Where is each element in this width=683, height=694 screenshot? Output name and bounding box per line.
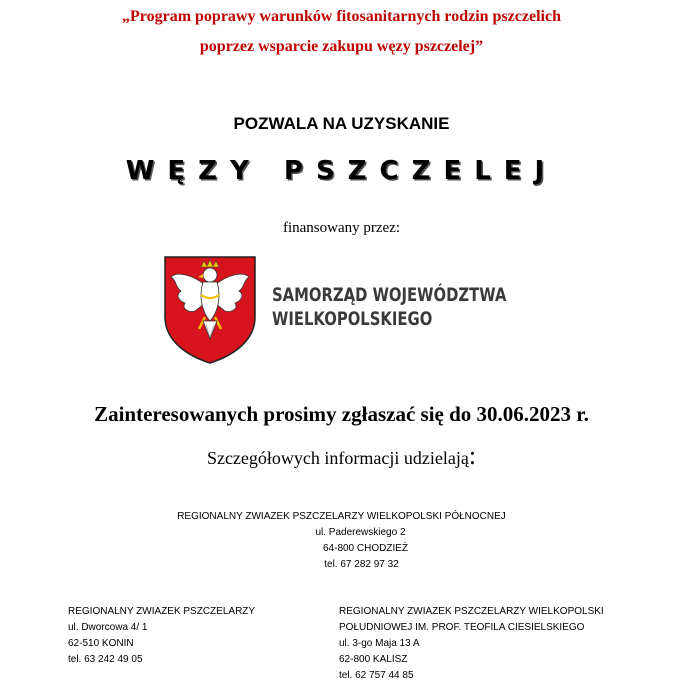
contact-north-city: 64-800 CHODZIEŻ [322,543,409,554]
headline: POZWALA NA UZYSKANIE [233,114,450,133]
funder-name [272,283,506,331]
financed-by-label: finansowany przez: [282,220,401,236]
funder-name-line2: WIELKOPOLSKIEGO [272,308,433,330]
info-colon: : [468,441,477,470]
program-title-line2: poprzez wsparcie zakupu węzy pszczelej” [199,38,484,55]
wielkopolska-eagle-crest-icon [163,255,257,365]
contact-north-street: ul. Paderewskiego 2 [315,527,406,538]
contact-north-phone: tel. 67 282 97 32 [324,559,399,570]
contact-kalisz-phone: tel. 62 757 44 85 [339,670,414,681]
contact-konin-city: 62-510 KONIN [68,638,134,649]
product-title: WĘZY PSZCZELEJ [125,156,558,186]
contact-kalisz [339,604,604,684]
info-text: Szczegółowych informacji udzielają [206,448,469,468]
contact-konin-street: ul. Dworcowa 4/ 1 [68,622,148,633]
contact-north [0,509,683,573]
program-title-line1: „Program poprawy warunków fitosanitarnych rodzin pszczelich [122,8,561,25]
contact-kalisz-name2: POŁUDNIOWEJ IM. PROF. TEOFILA CIESIELSKIEGO [339,622,585,633]
contact-north-name: REGIONALNY ZWIAZEK PSZCZELARZY WIELKOPOLSKI PÓŁNOCNEJ [177,511,506,522]
contact-kalisz-city: 62-800 KALISZ [339,654,408,665]
funder-name-line1: SAMORZĄD WOJEWÓDZTWA [272,284,507,306]
info-line [0,441,683,471]
contact-kalisz-name1: REGIONALNY ZWIAZEK PSZCZELARZY WIELKOPOLSKI [339,606,604,617]
contact-kalisz-street: ul. 3-go Maja 13 A [339,638,420,649]
contact-konin [68,604,255,668]
contact-konin-phone: tel. 63 242 49 05 [68,654,143,665]
contact-konin-name: REGIONALNY ZWIAZEK PSZCZELARZY [68,606,256,617]
deadline-notice: Zainteresowanych prosimy zgłaszać się do 30.06.2023 r. [94,402,589,426]
